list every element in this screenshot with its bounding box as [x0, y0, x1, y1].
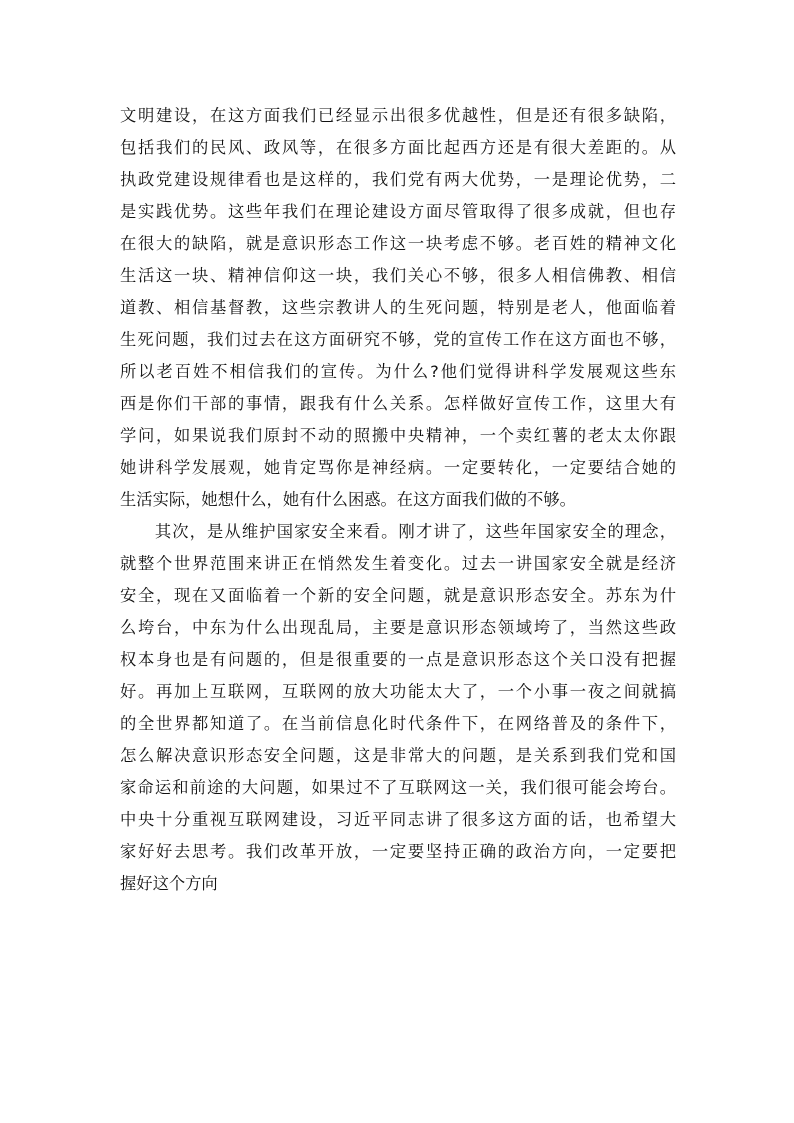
text-line: 生死问题，我们过去在这方面研究不够，党的宣传工作在这方面也不够，: [120, 330, 676, 349]
text-line: 家命运和前途的大问题，如果过不了互联网这一关，我们很可能会垮台。: [120, 778, 676, 797]
text-line: 道教、相信基督教，这些宗教讲人的生死问题，特别是老人，他面临着: [120, 298, 676, 317]
text-line: 安全，现在又面临着一个新的安全问题，就是意识形态安全。苏东为什: [120, 586, 676, 605]
text-line: 生活实际，她想什么，她有什么困惑。在这方面我们做的不够。: [120, 490, 576, 509]
text-line: 家好好去思考。我们改革开放，一定要坚持正确的政治方向，一定要把: [120, 842, 676, 861]
text-line: 好。再加上互联网，互联网的放大功能太大了，一个小事一夜之间就搞: [120, 682, 676, 701]
text-line: 中央十分重视互联网建设，习近平同志讲了很多这方面的话，也希望大: [120, 810, 676, 829]
text-line: 文明建设，在这方面我们已经显示出很多优越性，但是还有很多缺陷，: [120, 106, 676, 125]
document-body: [120, 100, 676, 900]
text-line: 其次，是从维护国家安全来看。刚才讲了，这些年国家安全的理念，: [120, 522, 676, 541]
text-line: 西是你们干部的事情，跟我有什么关系。怎样做好宣传工作，这里大有: [120, 394, 676, 413]
text-line: 学问，如果说我们原封不动的照搬中央精神，一个卖红薯的老太太你跟: [120, 426, 676, 445]
text-line: 是实践优势。这些年我们在理论建设方面尽管取得了很多成就，但也存: [120, 202, 676, 221]
paragraph-1: [120, 100, 676, 516]
text-line: 怎么解决意识形态安全问题，这是非常大的问题，是关系到我们党和国: [120, 746, 676, 765]
text-line: 包括我们的民风、政风等，在很多方面比起西方还是有很大差距的。从: [120, 138, 676, 157]
text-line: 握好这个方向: [120, 874, 218, 893]
text-line: 所以老百姓不相信我们的宣传。为什么?他们觉得讲科学发展观这些东: [120, 362, 676, 381]
text-line: 她讲科学发展观，她肯定骂你是神经病。一定要转化，一定要结合她的: [120, 458, 676, 477]
paragraph-2: [120, 516, 676, 900]
text-line: 就整个世界范围来讲正在悄然发生着变化。过去一讲国家安全就是经济: [120, 554, 676, 573]
text-line: 生活这一块、精神信仰这一块，我们关心不够，很多人相信佛教、相信: [120, 266, 676, 285]
text-line: 执政党建设规律看也是这样的，我们党有两大优势，一是理论优势，二: [120, 170, 676, 189]
text-line: 么垮台，中东为什么出现乱局，主要是意识形态领域垮了，当然这些政: [120, 618, 676, 637]
text-line: 的全世界都知道了。在当前信息化时代条件下，在网络普及的条件下，: [120, 714, 676, 733]
text-line: 权本身也是有问题的，但是很重要的一点是意识形态这个关口没有把握: [120, 650, 676, 669]
text-line: 在很大的缺陷，就是意识形态工作这一块考虑不够。老百姓的精神文化: [120, 234, 676, 253]
